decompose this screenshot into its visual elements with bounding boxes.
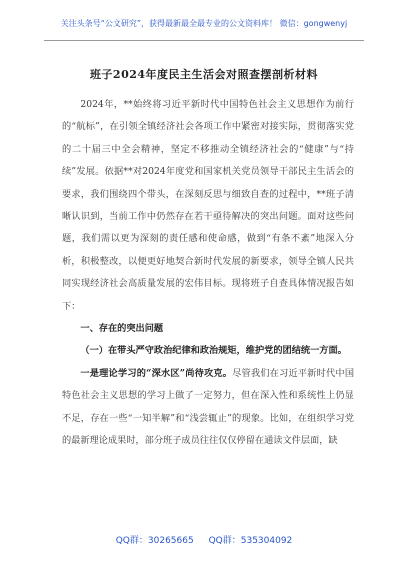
point-paragraph [62, 363, 354, 453]
subsection-heading: （一）在带头严守政治纪律和政治规矩，维护党的团结统一方面。 [80, 345, 347, 357]
footer-qq1: QQ群：30265665 [115, 536, 194, 546]
point-lead: 一是理论学习的“深水区”尚待攻克。 [80, 367, 233, 379]
footer-contact [0, 533, 408, 546]
document-body [62, 94, 354, 453]
section-heading: 一、存在的突出问题 [80, 323, 164, 335]
footer-qq2: QQ群：535304092 [208, 536, 293, 546]
header-banner: 关注头条号“公文研究”，获得最新最全最专业的公文资料库！ 微信：gongwenyj [60, 19, 348, 28]
header-divider [44, 40, 364, 41]
point-text: 尽管我们在习近平新时代中国特色社会主义思想的学习上做了一定努力，但在深入性和系统性上仍显不足，存在一些“一知半解”和“浅尝辄止”的现象。比如，在组织学习党的最新理论成果时，部分班子成员往往仅仅停留在通读文件层面，缺 [62, 367, 355, 447]
document-title: 班子2024年度民主生活会对照查摆剖析材料 [89, 68, 319, 81]
intro-paragraph: 2024年，**始终将习近平新时代中国特色社会主义思想作为前行的“航标”，在引领全镇经济社会各项工作中紧密对接实际，贯彻落实党的二十届三中全会精神，坚定不移推动全镇经济社会的“健康”与“持续”发展。依据**对2024年度党和国家机关党员领导干部民主生活会的要求，我们围绕四个带头，在深刻反思与细致自查的过程中，**班子清晰认识到，当前工作中仍然存在若干亟待解决的突出问题。面对这些问题，我们需以更为深刻的责任感和使命感，做到“有条不紊”地深入分析，积极整改，以便更好地契合新时代发展的新要求，领导全镇人民共同实现经济社会高质量发展的宏伟目标。现将班子自查具体情况报告如下： [62, 99, 354, 312]
